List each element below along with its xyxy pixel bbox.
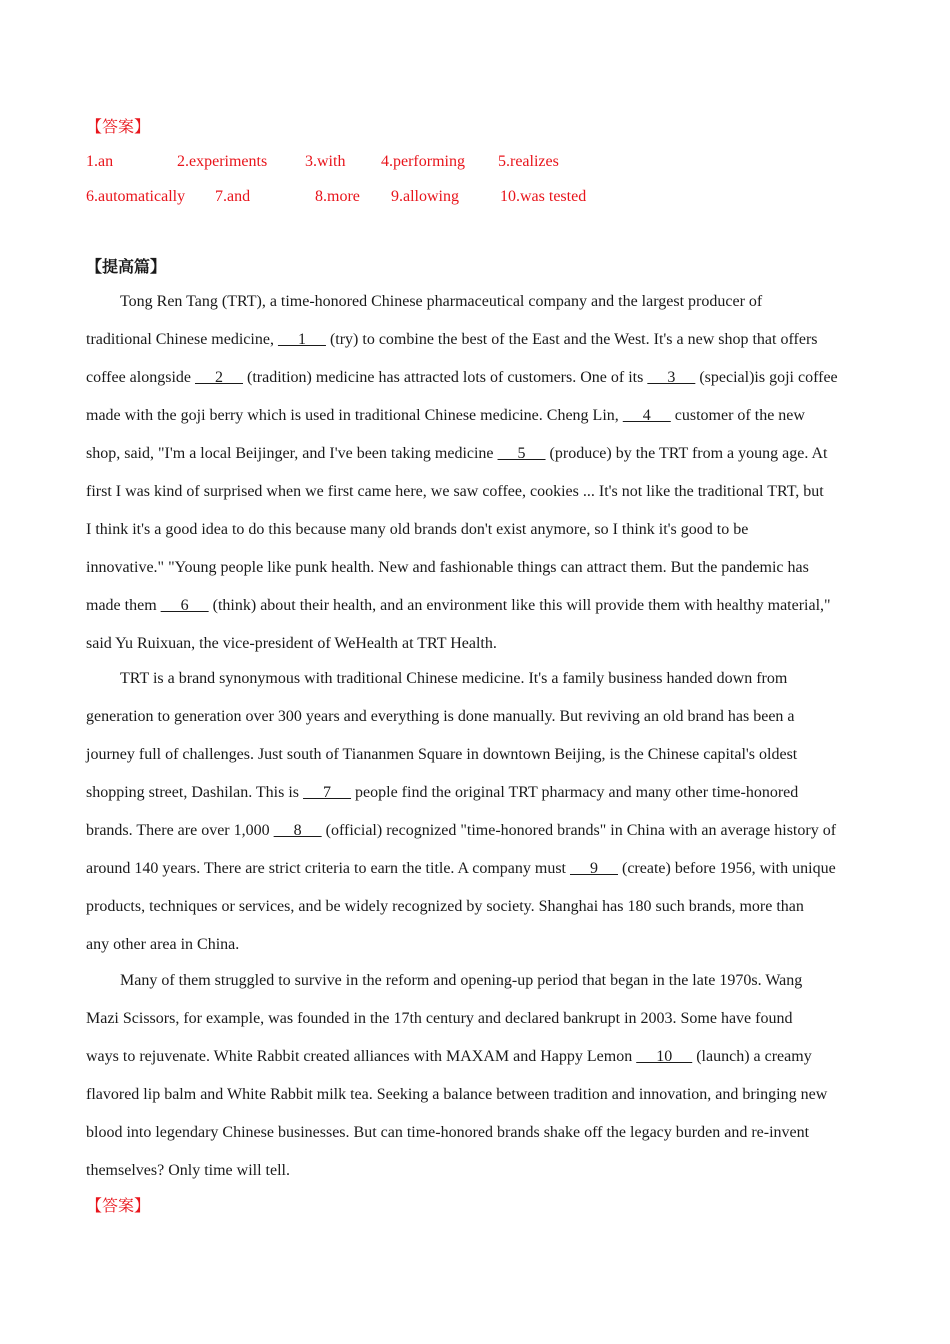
paragraph-line: made with the goji berry which is used in traditional Chinese medicine. Cheng Lin, __4__ customer of the new (86, 407, 805, 424)
paragraph-line: made them __6__ (think) about their health, and an environment like this will provide them with healthy material," (86, 597, 831, 614)
answer-heading-2: 【答案】 (86, 1198, 151, 1215)
answer-8: 8.more (315, 188, 360, 205)
answer-1: 1.an (86, 153, 114, 170)
paragraph-line: themselves? Only time will tell. (86, 1162, 290, 1179)
paragraph-line: Mazi Scissors, for example, was founded in the 17th century and declared bankrupt in 2003. Some have found (86, 1010, 793, 1027)
blank-6: __6__ (160, 597, 209, 614)
blank-1: __1__ (277, 331, 326, 348)
answer-9: 9.allowing (391, 188, 459, 205)
blank-10: __10__ (636, 1048, 693, 1065)
answer-6: 6.automatically (86, 188, 186, 205)
paragraph-line: TRT is a brand synonymous with traditional Chinese medicine. It's a family business handed down from (120, 670, 788, 687)
answer-2: 2.experiments (177, 153, 268, 170)
paragraph-line: Many of them struggled to survive in the reform and opening-up period that began in the late 1970s. Wang (120, 972, 803, 989)
blank-4: __4__ (622, 407, 671, 424)
answer-row-1 (86, 152, 786, 172)
answer-10: 10.was tested (500, 188, 587, 205)
paragraph-line: products, techniques or services, and be widely recognized by society. Shanghai has 180 such brands, more than (86, 898, 804, 915)
blank-5: __5__ (497, 445, 546, 462)
answer-row-2 (86, 187, 786, 207)
blank-2: __2__ (195, 369, 243, 386)
section-title: 【提高篇】 (86, 259, 167, 276)
answer-4: 4.performing (381, 153, 465, 170)
paragraph-line: traditional Chinese medicine, __1__ (try) to combine the best of the East and the West. It's a new shop that offers (86, 331, 818, 348)
answer-heading: 【答案】 (86, 119, 151, 136)
paragraph-line: blood into legendary Chinese businesses. But can time-honored brands shake off the legacy burden and re-invent (86, 1124, 810, 1141)
answer-5: 5.realizes (498, 153, 559, 170)
answer-3: 3.with (305, 153, 346, 170)
paragraph-line: flavored lip balm and White Rabbit milk tea. Seeking a balance between tradition and innovation, and bringing new (86, 1086, 828, 1103)
blank-9: __9__ (569, 860, 618, 877)
paragraph-line: coffee alongside __2__ (tradition) medicine has attracted lots of customers. One of its __3__ (special)is goji coffee (86, 369, 838, 386)
blank-7: __7__ (303, 784, 352, 801)
paragraph-line: said Yu Ruixuan, the vice-president of WeHealth at TRT Health. (86, 635, 497, 652)
paragraph-line: any other area in China. (86, 936, 240, 953)
paragraph-line: shopping street, Dashilan. This is __7__ people find the original TRT pharmacy and many other time-honored (86, 784, 799, 801)
paragraph-line: innovative." "Young people like punk health. New and fashionable things can attract them. But the pandemic has (86, 559, 809, 576)
blank-3: __3__ (647, 369, 696, 386)
paragraph-line: journey full of challenges. Just south of Tiananmen Square in downtown Beijing, is the Chinese capital's oldest (86, 746, 798, 763)
paragraph-line: first I was kind of surprised when we first came here, we saw coffee, cookies ... It's not like the traditional TRT, but (86, 483, 824, 500)
paragraph-line: shop, said, "I'm a local Beijinger, and I've been taking medicine __5__ (produce) by the TRT from a young age. At (86, 445, 828, 462)
paragraph-line: I think it's a good idea to do this because many old brands don't exist anymore, so I think it's good to be (86, 521, 749, 538)
blank-8: __8__ (273, 822, 322, 839)
paragraph-line: generation to generation over 300 years and everything is done manually. But reviving an old brand has been a (86, 708, 795, 725)
paragraph-line: ways to rejuvenate. White Rabbit created alliances with MAXAM and Happy Lemon __10__ (launch) a creamy (86, 1048, 812, 1065)
paragraph-line: around 140 years. There are strict criteria to earn the title. A company must __9__ (create) before 1956, with unique (86, 860, 836, 877)
answer-7: 7.and (215, 188, 251, 205)
paragraph-line: brands. There are over 1,000 __8__ (official) recognized "time-honored brands" in China with an average history of (86, 822, 837, 839)
paragraph-line: Tong Ren Tang (TRT), a time-honored Chinese pharmaceutical company and the largest producer of (120, 293, 763, 310)
